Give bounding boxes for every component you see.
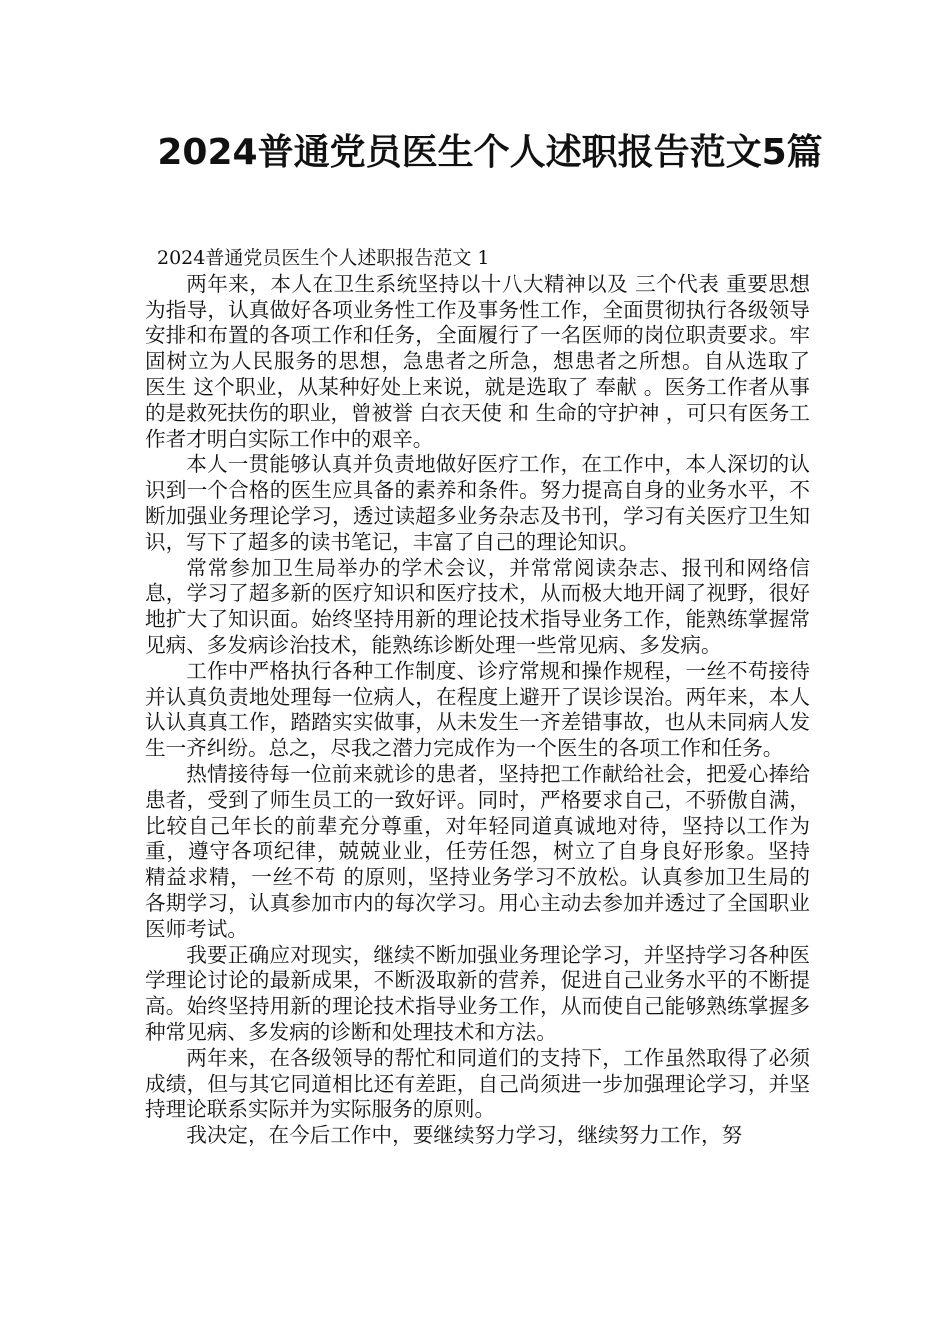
document-title: 2024普通党员医生个人述职报告范文5篇	[157, 132, 823, 173]
document-body	[145, 246, 810, 1149]
paragraph-5: 热情接待每一位前来就诊的患者，坚持把工作献给社会，把爱心捧给患者，受到了师生员工的一致好评。同时，严格要求自己，不骄傲自满，比较自己年长的前辈充分尊重，对年轻同道真诚地对待，坚持以工作为重，遵守各项纪律，兢兢业业，任劳任怨，树立了自身良好形象。坚持 精益求精，一丝不苟 的原则，坚持业务学习不放松。认真参加卫生局的各期学习，认真参加市内的每次学习。用心主动去参加并透过了全国职业医师考试。	[145, 761, 810, 941]
paragraph-6: 我要正确应对现实，继续不断加强业务理论学习，并坚持学习各种医学理论讨论的最新成果，不断汲取新的营养，促进自己业务水平的不断提高。始终坚持用新的理论技术指导业务工作，从而使自己能够熟练掌握多种常见病、多发病的诊断和处理技术和方法。	[145, 942, 810, 1044]
section-subtitle: 2024普通党员医生个人述职报告范文 1	[157, 247, 490, 269]
paragraph-3: 常常参加卫生局举办的学术会议，并常常阅读杂志、报刊和网络信息，学习了超多新的医疗知识和医疗技术，从而极大地开阔了视野，很好地扩大了知识面。始终坚持用新的理论技术指导业务工作，能熟练掌握常见病、多发病诊治技术，能熟练诊断处理一些常见病、多发病。	[145, 555, 810, 657]
paragraph-7: 两年来，在各级领导的帮忙和同道们的支持下，工作虽然取得了必须成绩，但与其它同道相比还有差距，自己尚须进一步加强理论学习，并坚持理论联系实际并为实际服务的原则。	[145, 1045, 810, 1122]
paragraph-2: 本人一贯能够认真并负责地做好医疗工作，在工作中，本人深切的认识到一个合格的医生应具备的素养和条件。努力提高自身的业务水平，不断加强业务理论学习，透过读超多业务杂志及书刊，学习有关医疗卫生知识，写下了超多的读书笔记，丰富了自己的理论知识。	[145, 452, 810, 554]
paragraph-4: 工作中严格执行各种工作制度、诊疗常规和操作规程，一丝不苟接待并认真负责地处理每一位病人，在程度上避开了误诊误治。两年来，本人认认真真工作，踏踏实实做事，从未发生一齐差错事故，也从未同病人发生一齐纠纷。总之，尽我之潜力完成作为一个医生的各项工作和任务。	[145, 658, 810, 761]
paragraph-1: 两年来，本人在卫生系统坚持以十八大精神以及 三个代表 重要思想为指导，认真做好各项业务性工作及事务性工作，全面贯彻执行各级领导安排和布置的各项工作和任务，全面履行了一名医师的岗位职责要求。牢固树立为人民服务的思想，急患者之所急，想患者之所想。自从选取了 医生 这个职业，从某种好处上来说，就是选取了 奉献 。医务工作者从事的是救死扶伤的职业，曾被誉 白衣天使 和 生命的守护神 ，可只有医务工作者才明白实际工作中的艰辛。	[145, 271, 810, 451]
paragraph-8: 我决定，在今后工作中，要继续努力学习，继续努力工作，努	[186, 1123, 743, 1148]
